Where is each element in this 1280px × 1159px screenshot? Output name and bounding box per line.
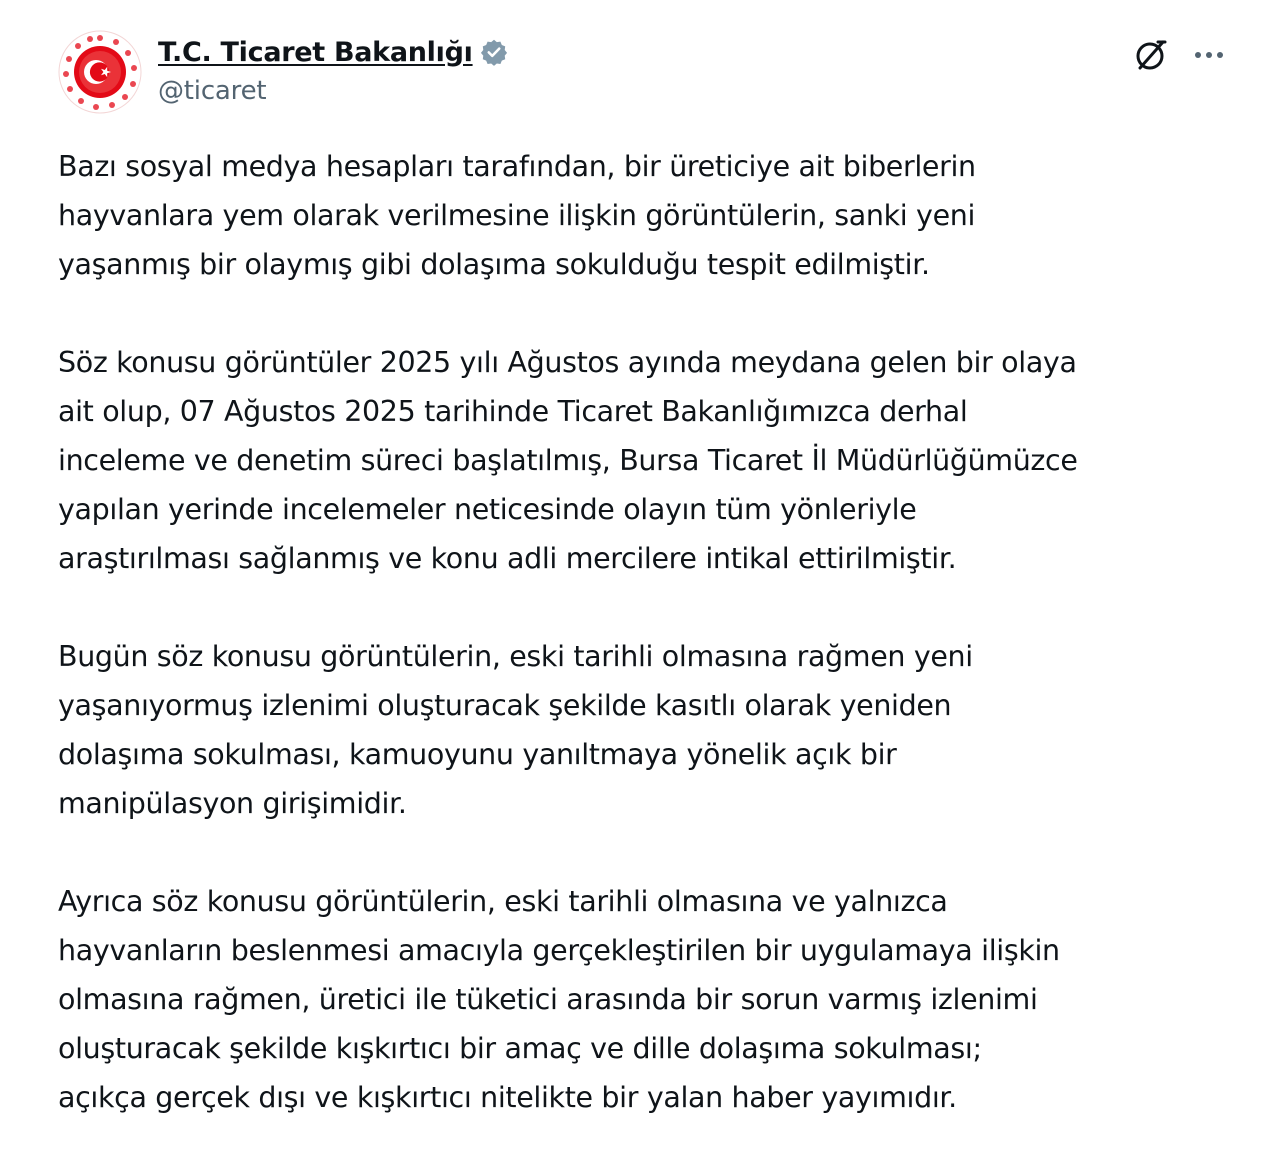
ministry-emblem-avatar[interactable] — [58, 30, 142, 114]
author-display-name[interactable]: T.C. Ticaret Bakanlığı — [158, 36, 473, 68]
post-text — [58, 142, 1238, 1159]
author-name-row — [158, 32, 508, 72]
post-paragraph-3: Bugün söz konusu görüntülerin, eski tarihli olmasına rağmen yeni yaşanıyormuş izlenimi oluşturacak şekilde kasıtlı olarak yeniden dolaşıma sokulması, kamuoyunu yanıltmaya yönelik açık bir manipülasyon girişimidir. — [58, 640, 973, 820]
post-paragraph-4: Ayrıca söz konusu görüntülerin, eski tarihli olmasına ve yalnızca hayvanların beslenmesi amacıyla gerçekleştirilen bir uygulamaya ilişkin olmasına rağmen, üretici ile tüketici arasında bir sorun varmış izlenimi oluşturacak şekilde kışkırtıcı bir amaç ve dille dolaşıma sokulması; açıkça gerçek dışı ve kışkırtıcı nitelikte bir yalan haber yayımıdır. — [58, 885, 1060, 1114]
post-actions — [1132, 36, 1228, 74]
grok-icon[interactable] — [1132, 36, 1170, 74]
post-paragraph-2: Söz konusu görüntüler 2025 yılı Ağustos ayında meydana gelen bir olaya ait olup, 07 Ağustos 2025 tarihinde Ticaret Bakanlığımızca derhal inceleme ve denetim süreci başlatılmış, Bursa Ticaret İl Müdürlüğümüzce yapılan yerinde incelemeler neticesinde olayın tüm yönleriyle araştırılması sağlanmış ve konu adli mercilere intikal ettirilmiştir. — [58, 346, 1078, 575]
post-header — [58, 30, 1228, 114]
author-info — [158, 32, 508, 106]
post-paragraph-1: Bazı sosyal medya hesapları tarafından, bir üreticiye ait biberlerin hayvanlara yem olarak verilmesine ilişkin görüntülerin, sanki yeni yaşanmış bir olaymış gibi dolaşıma sokulduğu tespit edilmiştir. — [58, 150, 976, 281]
author-handle[interactable]: @ticaret — [158, 76, 267, 106]
more-options-icon[interactable] — [1190, 36, 1228, 74]
verified-badge-icon[interactable] — [480, 38, 508, 66]
